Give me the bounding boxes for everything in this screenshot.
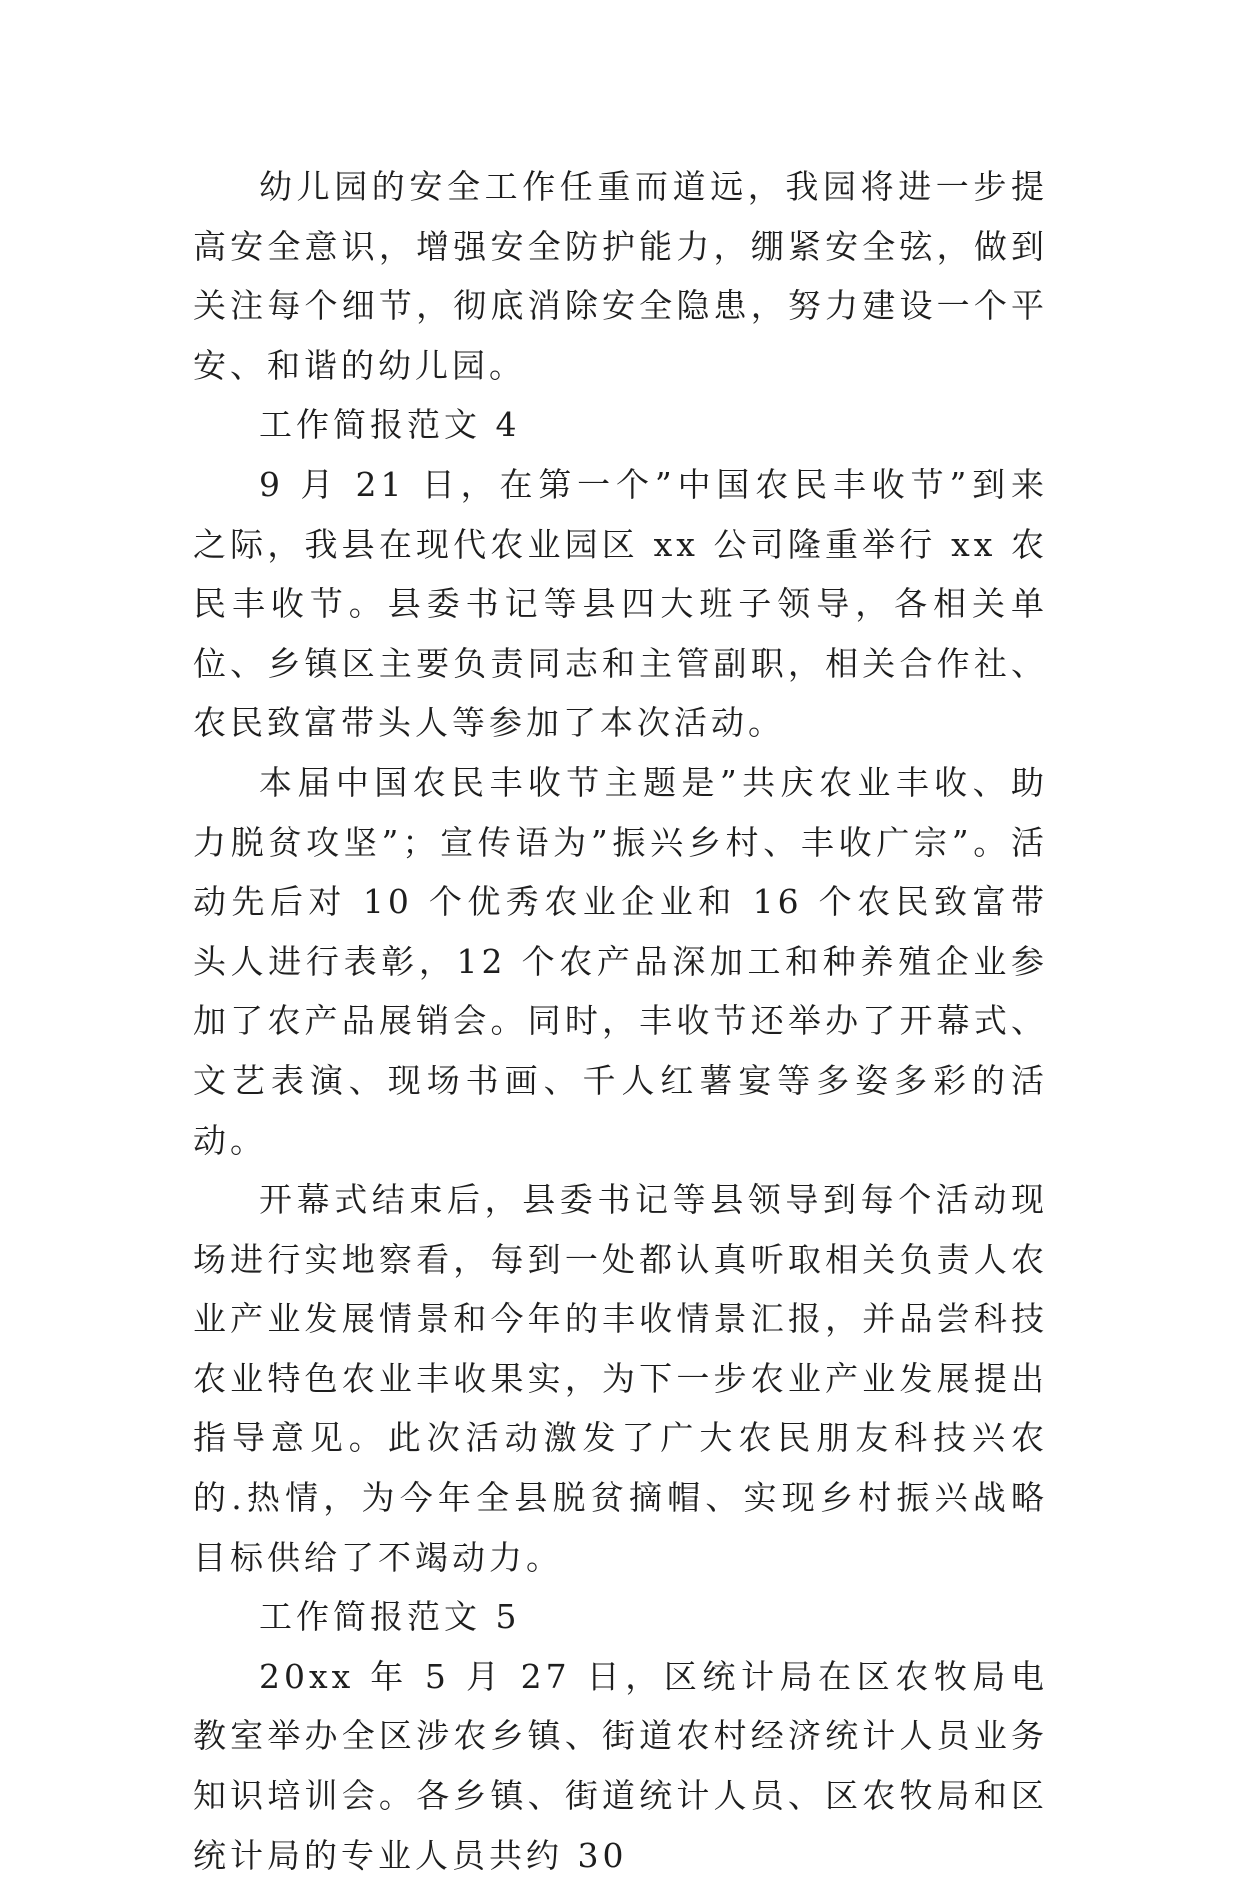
heading-sample-4: 工作简报范文 4	[259, 405, 521, 445]
paragraph-harvest-festival-intro: 9 月 21 日，在第一个”中国农民丰收节”到来之际，我县在现代农业园区 xx 公司隆重举行 xx 农民丰收节。县委书记等县四大班子领导，各相关单位、乡镇区主要负责同志和主管副职，相关合作社、农民致富带头人等参加了本次活动。	[193, 464, 1048, 743]
paragraph-harvest-festival-inspection: 开幕式结束后，县委书记等县领导到每个活动现场进行实地察看，每到一处都认真听取相关负责人农业产业发展情景和今年的丰收情景汇报，并品尝科技农业特色农业丰收果实，为下一步农业产业发展提出指导意见。此次活动激发了广大农民朋友科技兴农的.热情，为今年全县脱贫摘帽、实现乡村振兴战略目标供给了不竭动力。	[193, 1180, 1048, 1577]
paragraph-harvest-festival-theme: 本届中国农民丰收节主题是”共庆农业丰收、助力脱贫攻坚”；宣传语为”振兴乡村、丰收广宗”。活动先后对 10 个优秀农业企业和 16 个农民致富带头人进行表彰，12 个农产品深加工和种养殖企业参加了农产品展销会。同时，丰收节还举办了开幕式、文艺表演、现场书画、千人红薯宴等多姿多彩的活动。	[193, 762, 1048, 1160]
paragraph-statistics-training: 20xx 年 5 月 27 日，区统计局在区农牧局电教室举办全区涉农乡镇、街道农村经济统计人员业务知识培训会。各乡镇、街道统计人员、区农牧局和区统计局的专业人员共约 30	[193, 1656, 1048, 1875]
paragraph-safety-conclusion: 幼儿园的安全工作任重而道远，我园将进一步提高安全意识，增强安全防护能力，绷紧安全弦，做到关注每个细节，彻底消除安全隐患，努力建设一个平安、和谐的幼儿园。	[193, 167, 1048, 385]
document-page	[193, 157, 1048, 1885]
heading-sample-5: 工作简报范文 5	[259, 1597, 521, 1637]
